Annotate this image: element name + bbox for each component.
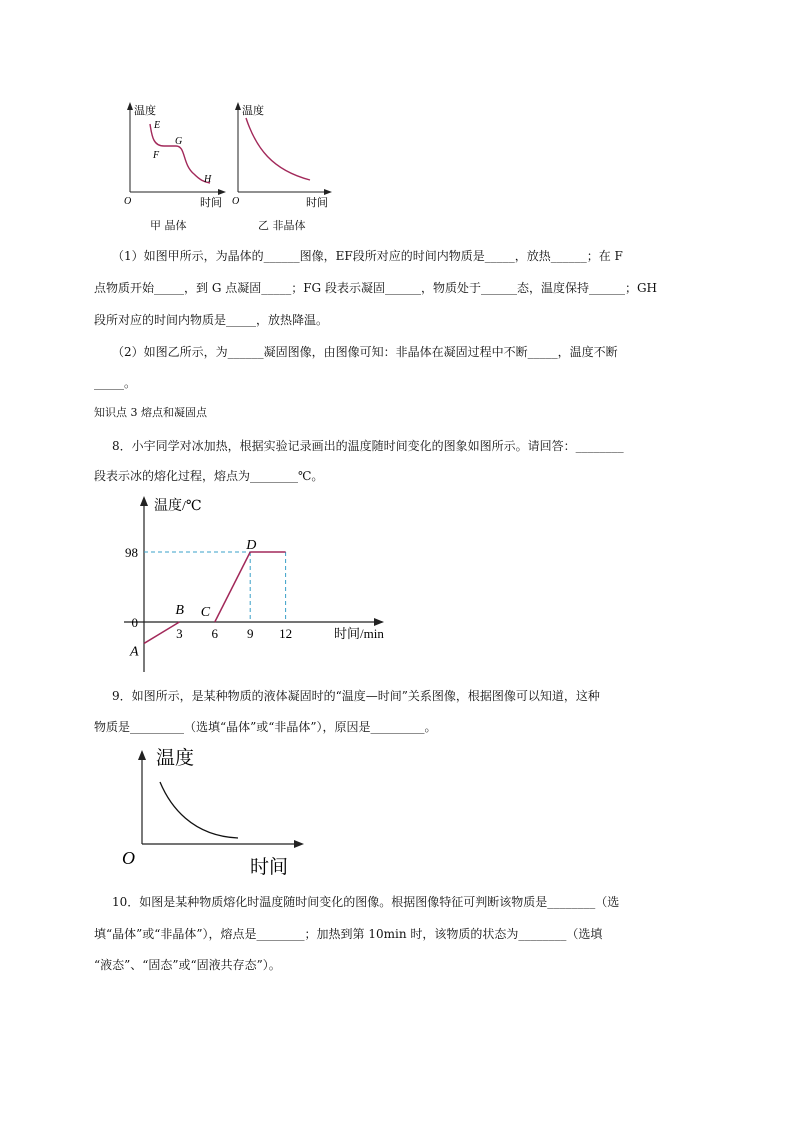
q9-line-1: 9．如图所示，是某种物质的液体凝固时的“温度—时间”关系图像，根据图像可以知道，这种 — [112, 689, 600, 703]
ice-heating-chart — [120, 490, 410, 675]
y-label: 温度 — [134, 105, 156, 117]
x-axis-arrow-icon — [324, 189, 332, 195]
x-tick-label: 9 — [246, 626, 254, 641]
q9-line-2: 物质是_________（选填“晶体”或“非晶体”），原因是_________。 — [94, 720, 437, 734]
x-axis-title: 时间/min — [334, 626, 384, 641]
point-H-label: H — [204, 174, 212, 185]
y-axis-arrow-icon — [138, 750, 146, 760]
q10-line-2: 填“晶体”或“非晶体”），熔点是________；加热到第 10min 时，该物质的状态为________（选填 — [94, 927, 603, 941]
q10-line-1: 10．如图是某种物质熔化时温度随时间变化的图像。根据图像特征可判断该物质是________（选 — [112, 895, 620, 909]
figure-yi-caption: 乙 非晶体 — [258, 219, 306, 232]
x-label: 时间 — [200, 197, 222, 209]
q8-line-1: 8．小宇同学对冰加热，根据实验记录画出的温度随时间变化的图象如图所示。请回答：________ — [112, 439, 624, 453]
origin-label: O — [124, 196, 132, 207]
amorphous-curve — [246, 118, 310, 180]
figure-q9-solidification — [118, 740, 308, 880]
figure-jia-crystal — [118, 100, 228, 210]
x-axis-arrow-icon — [294, 840, 304, 848]
y-axis-arrow-icon — [127, 102, 133, 110]
point-D-label: D — [246, 538, 257, 553]
y-tick-label: 98 — [125, 545, 138, 560]
point-C-label: C — [200, 605, 211, 620]
q7-line-5: _____。 — [94, 376, 137, 390]
q7-line-1: （1）如图甲所示，为晶体的______图像，EF段所对应的时间内物质是_____，放热______；在 F — [112, 249, 623, 263]
point-A-label: A — [130, 644, 139, 660]
y-tick-label: 0 — [131, 615, 138, 630]
segment-AB — [144, 622, 179, 643]
x-label: 时间 — [250, 857, 289, 878]
point-F-label: F — [153, 150, 160, 161]
point-G-label: G — [175, 136, 183, 147]
figure-jia-caption: 甲 晶体 — [150, 219, 187, 232]
point-E-label: E — [154, 120, 161, 131]
solidification-curve — [160, 782, 238, 838]
q7-line-4: （2）如图乙所示，为______凝固图像，由图像可知：非晶体在凝固过程中不断_____，温度不断 — [112, 345, 618, 359]
x-axis-arrow-icon — [374, 618, 384, 626]
y-label: 温度 — [242, 105, 264, 117]
q7-line-3: 段所对应的时间内物质是_____，放热降温。 — [94, 313, 329, 327]
segment-CD — [215, 552, 250, 622]
point-B-label: B — [175, 603, 184, 618]
figure-yi-amorphous — [228, 100, 338, 210]
knowledge-point-3-title: 知识点 3 熔点和凝固点 — [94, 406, 207, 419]
x-tick-label: 3 — [176, 626, 183, 641]
origin-label: O — [232, 196, 240, 207]
x-axis-arrow-icon — [218, 189, 226, 195]
y-axis-arrow-icon — [140, 496, 148, 506]
y-label: 温度 — [156, 748, 195, 769]
origin-label: O — [122, 848, 135, 868]
q10-line-3: “液态”、“固态”或“固液共存态”）。 — [94, 958, 281, 972]
x-tick-label: 12 — [279, 626, 293, 641]
y-axis-title: 温度/℃ — [154, 499, 202, 514]
x-label: 时间 — [306, 197, 328, 209]
q8-line-2: 段表示冰的熔化过程，熔点为________℃。 — [94, 469, 324, 483]
q7-line-2: 点物质开始_____，到 G 点凝固_____；FG 段表示凝固______，物质处于______态，温度保持______；GH — [94, 281, 657, 295]
x-tick-label: 6 — [211, 626, 219, 641]
y-axis-arrow-icon — [235, 102, 241, 110]
